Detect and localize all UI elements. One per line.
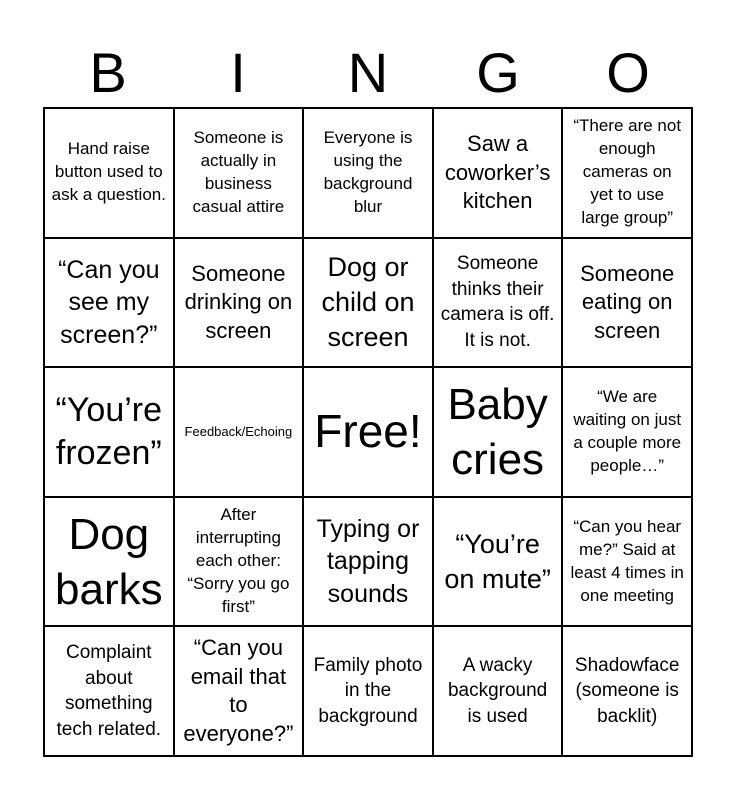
bingo-board	[43, 107, 693, 757]
cell-text: Feedback/Echoing	[184, 424, 293, 440]
bingo-cell[interactable]	[174, 108, 304, 238]
cell-text: Typing or tapping sounds	[316, 514, 420, 608]
bingo-cell[interactable]	[44, 626, 174, 756]
bingo-cell[interactable]	[562, 497, 692, 627]
cell-text: Dog or child on screen	[321, 251, 415, 352]
cell-text: “We are waiting on just a couple more people…”	[573, 387, 682, 475]
bingo-cell[interactable]	[433, 238, 563, 368]
bingo-cell[interactable]	[44, 238, 174, 368]
cell-text: Someone thinks their camera is off. It is not.	[440, 253, 555, 352]
bingo-cell[interactable]	[303, 238, 433, 368]
cell-text: Someone is actually in business casual attire	[192, 127, 285, 216]
cell-text: “Can you see my screen?”	[58, 255, 160, 349]
bingo-cell[interactable]	[303, 108, 433, 238]
cell-text: Baby cries	[447, 379, 548, 484]
cell-text: Dog barks	[55, 509, 163, 614]
bingo-cell[interactable]	[303, 497, 433, 627]
cell-text: “You’re frozen”	[55, 391, 163, 472]
bingo-header	[43, 38, 693, 108]
bingo-cell[interactable]	[174, 497, 304, 627]
bingo-cell[interactable]	[433, 497, 563, 627]
bingo-cell[interactable]	[44, 108, 174, 238]
cell-text: A wacky background is used	[447, 654, 548, 728]
header-letter-b: B	[89, 41, 127, 104]
bingo-cell[interactable]	[562, 367, 692, 497]
bingo-cell[interactable]	[44, 367, 174, 497]
cell-text: Everyone is using the background blur	[323, 127, 413, 216]
cell-text: Shadowface (someone is backlit)	[574, 654, 680, 728]
cell-text: “Can you hear me?” Said at least 4 times in one meeting	[570, 516, 684, 605]
bingo-cell[interactable]	[433, 108, 563, 238]
bingo-cell[interactable]	[174, 367, 304, 497]
free-cell[interactable]	[303, 367, 433, 497]
cell-text: Family photo in the background	[313, 654, 423, 728]
header-letter-n: N	[347, 41, 389, 104]
bingo-cell[interactable]	[174, 238, 304, 368]
bingo-cell[interactable]	[174, 626, 304, 756]
header-letter-i: I	[230, 41, 246, 104]
cell-text: After interrupting each other: “Sorry you go first”	[187, 505, 290, 616]
bingo-cell[interactable]	[562, 626, 692, 756]
bingo-cell[interactable]	[433, 367, 563, 497]
cell-text: “There are not enough cameras on yet to use large group”	[573, 116, 682, 228]
cell-text: Saw a coworker’s kitchen	[444, 130, 551, 214]
bingo-cell[interactable]	[433, 626, 563, 756]
bingo-cell[interactable]	[562, 108, 692, 238]
header-letter-o: O	[606, 41, 650, 104]
cell-text: Someone drinking on screen	[184, 260, 293, 343]
bingo-cell[interactable]	[44, 497, 174, 627]
cell-text: “You’re on mute”	[444, 528, 551, 594]
cell-text: Someone eating on screen	[580, 260, 675, 343]
bingo-cell[interactable]	[303, 626, 433, 756]
cell-text: “Can you email that to everyone?”	[183, 635, 294, 746]
cell-text: Free!	[314, 405, 422, 458]
header-letter-g: G	[476, 41, 520, 104]
cell-text: Hand raise button used to ask a question.	[51, 139, 166, 205]
cell-text: Complaint about something tech related.	[56, 641, 162, 740]
bingo-cell[interactable]	[562, 238, 692, 368]
